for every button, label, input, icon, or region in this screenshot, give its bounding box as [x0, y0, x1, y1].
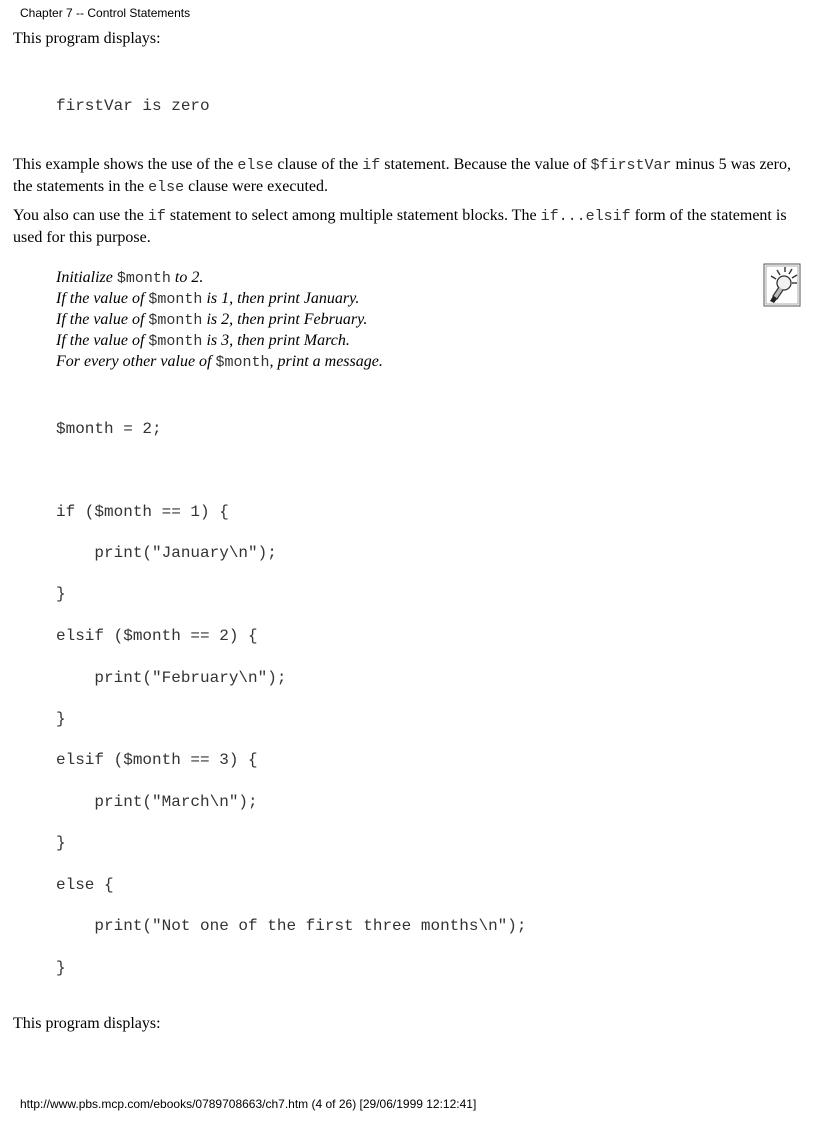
inline-code: $firstVar — [590, 157, 672, 174]
inline-code: else — [237, 157, 274, 174]
pseudocode-line: For every other value of $month, print a message. — [56, 353, 383, 371]
code-line: else { — [56, 876, 114, 894]
pseudocode-block — [56, 268, 383, 373]
inline-code: else — [148, 179, 185, 196]
pseudocode-line: If the value of $month is 1, then print January. — [56, 290, 360, 308]
code-line: print("March\n"); — [56, 793, 258, 811]
pseudocode-line: If the value of $month is 2, then print February. — [56, 311, 368, 329]
elsif-paragraph: You also can use the if statement to select among multiple statement blocks. The if...elsif form of the statement is used for this purpose. — [13, 207, 787, 246]
code-line: print("January\n"); — [56, 544, 277, 562]
inline-code: if — [147, 208, 166, 225]
pseudocode-line: If the value of $month is 3, then print March. — [56, 332, 350, 350]
code-line: $month = 2; — [56, 420, 162, 438]
code-line: print("February\n"); — [56, 669, 287, 687]
code-line: } — [56, 834, 66, 852]
output-line: firstVar is zero — [56, 97, 210, 115]
code-line: elsif ($month == 2) { — [56, 627, 258, 645]
outro-text: This program displays: — [13, 1015, 161, 1032]
code-line: } — [56, 959, 66, 977]
chapter-header: Chapter 7 -- Control Statements — [20, 6, 191, 20]
code-line: if ($month == 1) { — [56, 503, 229, 521]
pseudocode-line: Initialize $month to 2. — [56, 269, 204, 287]
source-url-footer: http://www.pbs.mcp.com/ebooks/0789708663/ch7.htm (4 of 26) [29/06/1999 12:12:41] — [20, 1097, 477, 1111]
code-line: print("Not one of the first three months\n"); — [56, 917, 527, 935]
inline-code: if — [362, 157, 381, 174]
code-line: } — [56, 710, 66, 728]
inline-code: if...elsif — [540, 208, 631, 225]
explanation-paragraph: This example shows the use of the else clause of the if statement. Because the value of $firstVar minus 5 was zero, the statements in the else clause were executed. — [13, 156, 791, 196]
lightbulb-tip-icon — [763, 263, 801, 307]
intro-text: This program displays: — [13, 30, 161, 47]
code-line: } — [56, 585, 66, 603]
code-line: elsif ($month == 3) { — [56, 751, 258, 769]
